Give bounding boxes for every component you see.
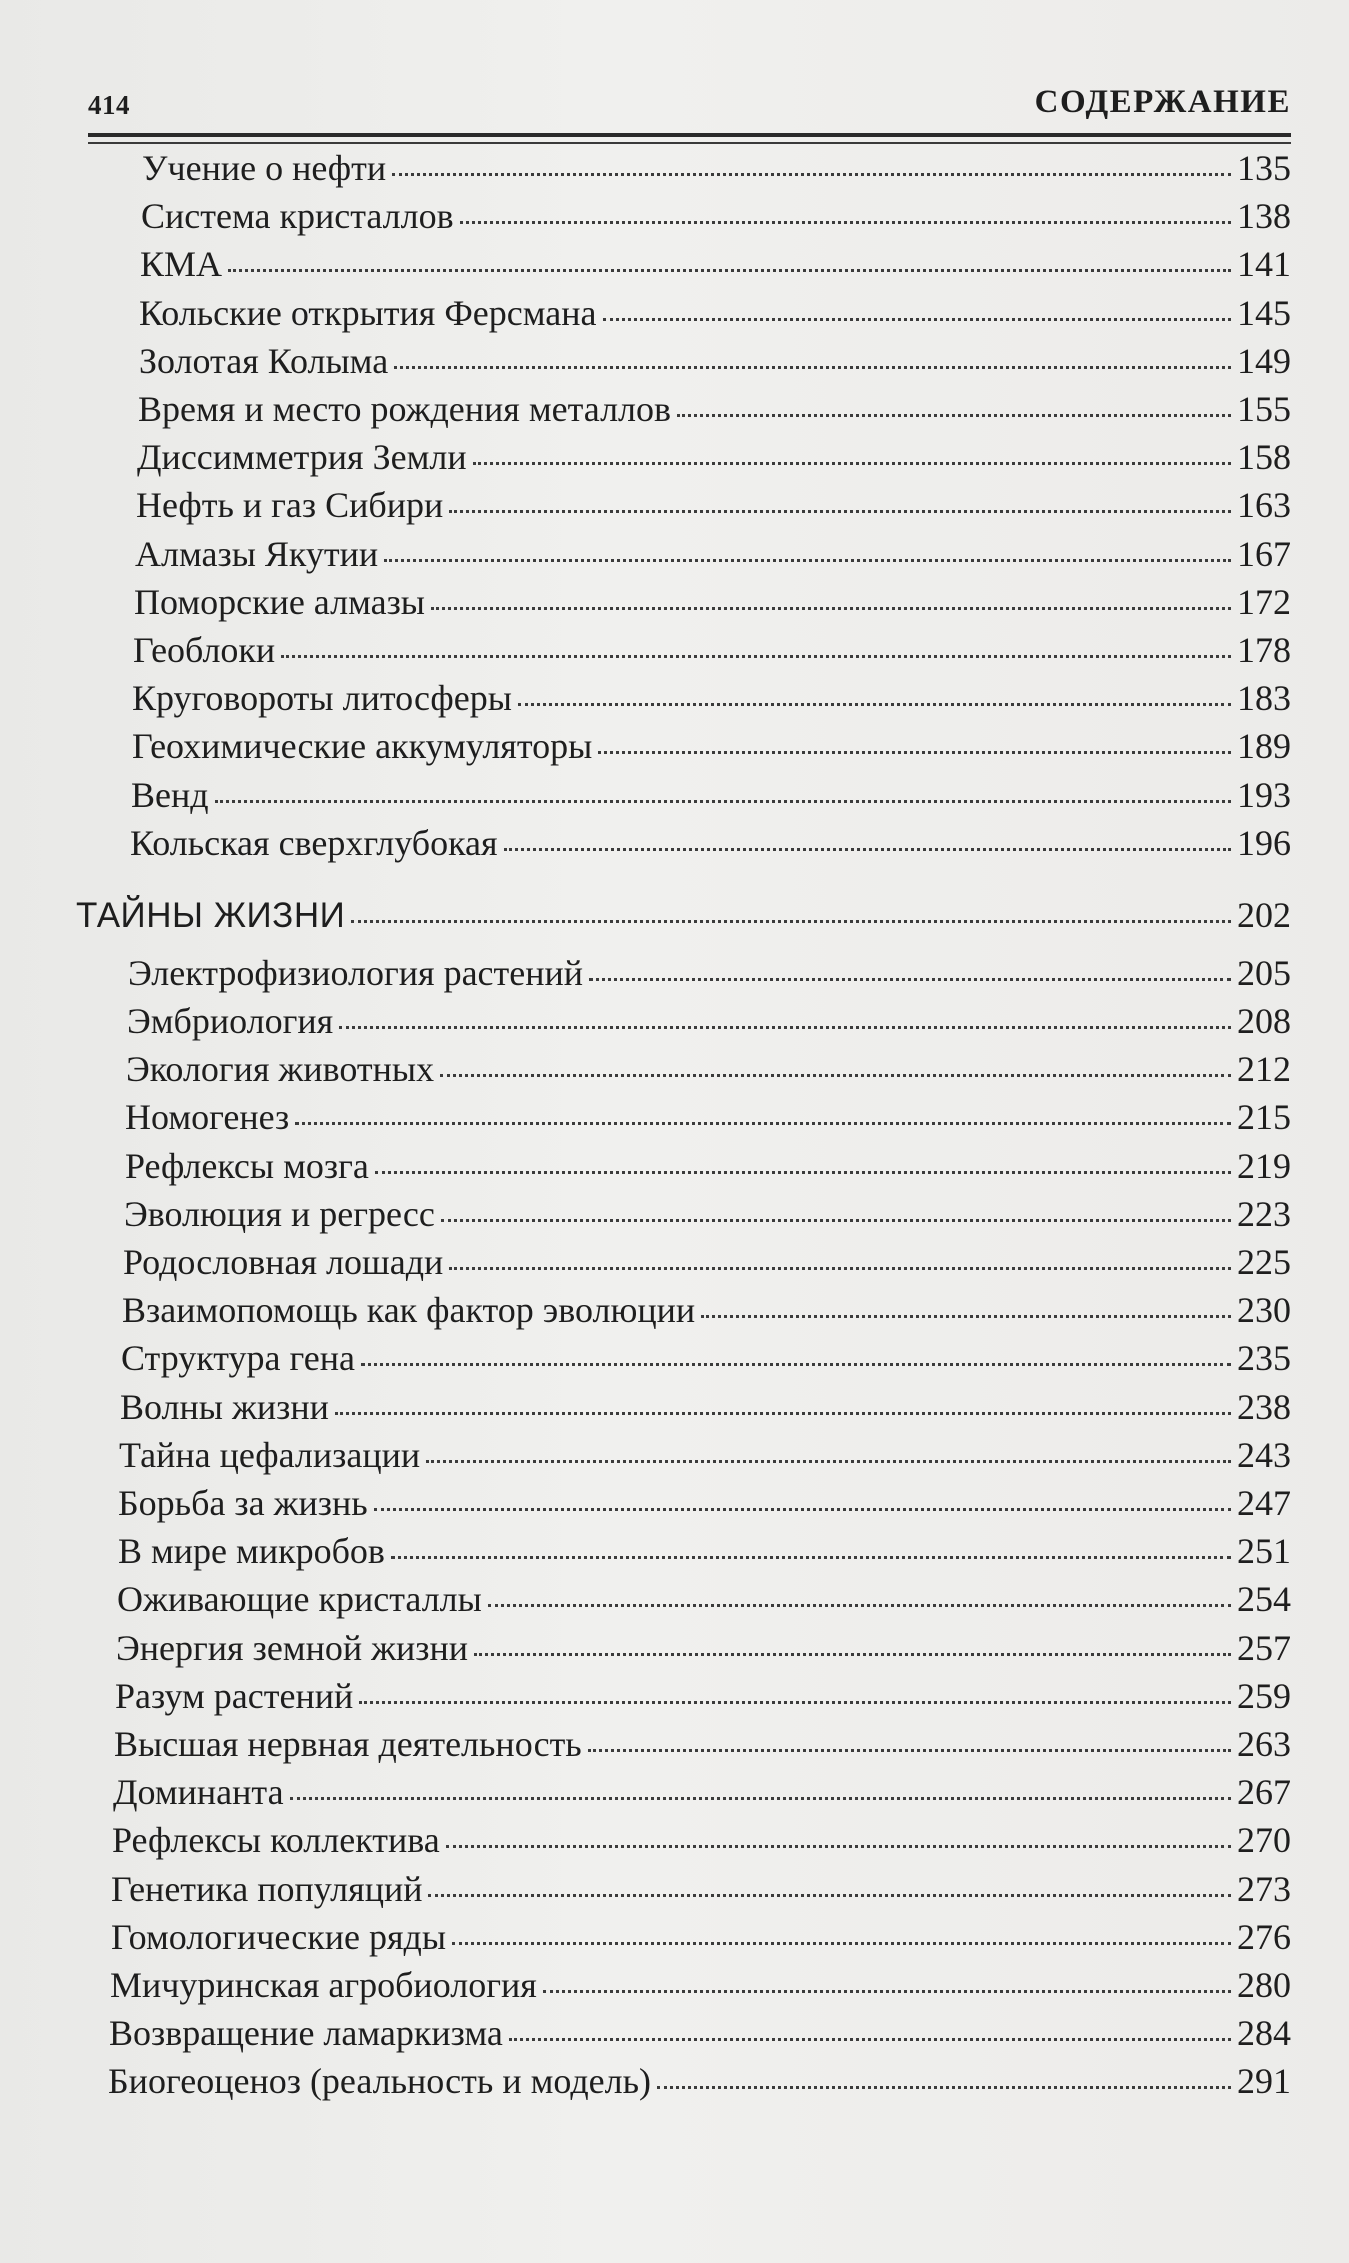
running-title: СОДЕРЖАНИЕ [1034,84,1291,120]
toc-entry-title: Электрофизиология растений [128,952,584,993]
toc-entry-page: 163 [1237,485,1291,526]
dot-leader [281,653,1231,658]
toc-entry [111,1867,1291,1911]
toc-entry-page: 167 [1237,533,1291,574]
dot-leader [446,1843,1231,1848]
dot-leader [460,219,1231,224]
toc-entry-title: В мире микробов [118,1531,385,1572]
toc-entry [133,628,1291,672]
toc-entry-title: ТАЙНЫ ЖИЗНИ [76,895,346,935]
dot-leader [359,1699,1231,1704]
toc-entry [125,1144,1291,1188]
toc-entry-page: 238 [1237,1386,1291,1427]
dot-leader [339,1024,1231,1029]
toc-entry-page: 263 [1237,1724,1291,1764]
toc-entry-title: Эмбриология [127,1001,334,1041]
toc-entry-page: 243 [1237,1434,1291,1475]
toc-entry-page: 212 [1237,1049,1291,1090]
dot-leader [452,1940,1231,1945]
toc-entry-page: 291 [1237,2061,1291,2102]
dot-leader [428,1892,1231,1897]
toc-entry-title: Геоблоки [133,630,276,670]
dot-leader [677,412,1231,417]
toc-entry-page: 223 [1237,1193,1291,1234]
toc-entry [128,951,1291,995]
dot-leader [603,316,1232,321]
toc-entry-page: 172 [1237,581,1291,622]
dot-leader [215,798,1231,803]
toc-entry [140,242,1291,286]
dot-leader [701,1313,1231,1318]
toc-entry-title: Время и место рождения металлов [138,389,672,429]
dot-leader [588,1747,1231,1752]
header-rule-thin [88,142,1291,144]
toc-entry-title: Алмазы Якутии [135,533,379,574]
toc-entry-page: 251 [1237,1531,1291,1572]
dot-leader [441,1217,1231,1222]
toc-entry [118,1481,1291,1525]
toc-entry-title: Возвращение ламаркизма [109,2013,503,2054]
toc-entry [108,2059,1291,2103]
dot-leader [589,976,1231,981]
toc-entry [142,146,1291,190]
toc-entry-page: 235 [1237,1338,1291,1379]
toc-entry [139,339,1291,383]
toc-entry-page: 138 [1237,196,1291,237]
toc-entry [135,532,1291,576]
toc-entry [111,1915,1291,1959]
toc-entry-page: 259 [1237,1675,1291,1716]
toc-entry-title: Взаимопомощь как фактор эволюции [122,1290,696,1331]
page-number: 414 [88,90,130,120]
dot-leader [384,557,1231,562]
dot-leader [488,1602,1231,1607]
toc-entry-title: Борьба за жизнь [118,1483,368,1523]
toc-entry-title: Рефлексы коллектива [112,1820,440,1861]
toc-entry-title: Золотая Колыма [139,340,389,381]
toc-entry [114,1722,1291,1766]
toc-entry-title: Система кристаллов [141,196,454,237]
toc-entry-title: Волны жизни [120,1386,329,1427]
toc-entry-page: 141 [1237,244,1291,285]
dot-leader [473,460,1231,465]
toc-entry-title: Биогеоценоз (реальность и модель) [108,2061,651,2102]
toc-entry-page: 196 [1237,822,1291,863]
toc-entry-title: Кольская сверхглубокая [130,822,498,863]
toc-entry-title: Номогенез [125,1097,290,1138]
toc-entry-page: 145 [1237,292,1291,333]
dot-leader [474,1651,1231,1656]
toc-entry-title: Поморские алмазы [134,581,425,622]
dot-leader [394,364,1231,369]
toc-entry [121,1336,1291,1380]
toc-entry [123,1240,1291,1284]
dot-leader [228,267,1231,272]
toc-entry [126,1047,1291,1091]
toc-entry-title: Гомологические ряды [111,1916,447,1957]
toc-entry [141,194,1291,238]
toc-entry [131,773,1291,817]
dot-leader [598,749,1231,754]
toc-entry [120,1385,1291,1429]
toc-entry-title: Структура гена [121,1338,355,1379]
toc-entry [118,1529,1291,1573]
toc-entry-page: 178 [1237,630,1291,670]
toc-entry [127,999,1291,1043]
dot-leader [449,508,1231,513]
dot-leader [374,1506,1231,1511]
toc-entry-page: 149 [1237,340,1291,381]
toc-entry-title: Высшая нервная деятельность [114,1724,582,1764]
toc-entry [113,1770,1291,1814]
toc-entry [124,1192,1291,1236]
toc-entry-page: 155 [1237,389,1291,429]
toc-entry-title: Генетика популяций [111,1868,423,1909]
toc-entry [110,1963,1291,2007]
toc-entry [122,1288,1291,1332]
dot-leader [543,1988,1231,1993]
page-header [88,84,1291,136]
toc-entry [130,821,1291,865]
dot-leader [518,701,1231,706]
toc-entry [119,1433,1291,1477]
toc-entry [117,1577,1291,1621]
dot-leader [351,918,1231,923]
dot-leader [657,2084,1231,2089]
toc-entry [125,1095,1291,1139]
toc-entry-title: Мичуринская агробиология [110,1965,537,2005]
toc-entry [139,291,1291,335]
dot-leader [440,1072,1231,1077]
dot-leader [431,605,1231,610]
toc-entry-title: Тайна цефализации [119,1434,421,1475]
toc-entry-title: Учение о нефти [142,148,387,188]
toc-entry-page: 189 [1237,726,1291,767]
toc-entry [132,676,1291,720]
header-rule-thick [88,133,1291,137]
dot-leader [509,2036,1231,2041]
toc-entry-page: 273 [1237,1868,1291,1909]
toc-entry-title: Геохимические аккумуляторы [132,726,593,767]
dot-leader [335,1410,1231,1415]
toc-entry-title: Рефлексы мозга [125,1145,369,1186]
dot-leader [295,1120,1231,1125]
toc-entry-page: 202 [1237,894,1291,935]
toc-entry-page: 267 [1237,1772,1291,1813]
toc-entry-page: 135 [1237,148,1291,188]
toc-entry-page: 284 [1237,2013,1291,2054]
toc-entry-title: Кольские открытия Ферсмана [139,292,597,333]
toc-entry-title: Эволюция и регресс [124,1193,435,1234]
toc-entry-title: Диссимметрия Земли [137,437,467,478]
toc-entry [112,1818,1291,1862]
toc-entry [138,387,1291,431]
toc-entry-title: Венд [131,774,209,815]
dot-leader [449,1265,1231,1270]
toc-entry-title: Оживающие кристаллы [117,1579,482,1620]
toc-entry-page: 208 [1237,1001,1291,1041]
toc-entry-title: Разум растений [115,1675,354,1716]
dot-leader [290,1795,1231,1800]
dot-leader [426,1458,1231,1463]
toc-entry-title: Экология животных [126,1049,435,1090]
toc-entry [115,1674,1291,1718]
dot-leader [391,1554,1231,1559]
dot-leader [504,846,1231,851]
toc-entry-page: 215 [1237,1097,1291,1138]
toc-entry-page: 219 [1237,1145,1291,1186]
toc-entry-page: 270 [1237,1820,1291,1861]
dot-leader [375,1169,1231,1174]
toc-entry [137,435,1291,479]
toc-entry [109,2011,1291,2055]
toc-entry-title: КМА [140,244,223,285]
toc-section-heading [76,893,1291,938]
toc-entry [136,483,1291,527]
toc-entry-page: 247 [1237,1483,1291,1523]
toc-entry-page: 183 [1237,678,1291,719]
toc-entry [134,580,1291,624]
toc-entry-title: Нефть и газ Сибири [136,485,444,526]
toc-entry-page: 193 [1237,774,1291,815]
toc-entry-page: 158 [1237,437,1291,478]
toc-entry-title: Доминанта [113,1772,284,1813]
toc-entry-page: 205 [1237,952,1291,993]
toc-entry-page: 225 [1237,1242,1291,1282]
dot-leader [361,1361,1231,1366]
toc-entry-page: 257 [1237,1627,1291,1668]
toc-entry-page: 276 [1237,1916,1291,1957]
toc-entry-title: Энергия земной жизни [116,1627,469,1668]
toc-entry-page: 280 [1237,1965,1291,2005]
toc-entry-title: Родословная лошади [123,1242,444,1282]
toc-entry-title: Круговороты литосферы [132,678,512,719]
toc-entry-page: 230 [1237,1290,1291,1331]
toc-entry [132,724,1291,768]
dot-leader [392,171,1231,176]
toc-entry-page: 254 [1237,1579,1291,1620]
toc-entry [116,1626,1291,1670]
